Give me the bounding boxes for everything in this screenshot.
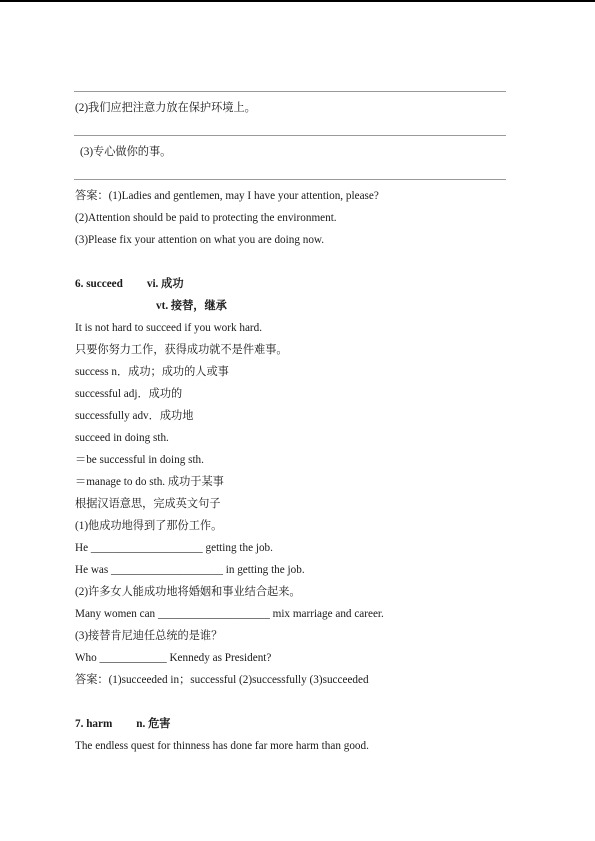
phrase: ＝manage to do sth. 成功于某事 (75, 476, 224, 488)
word-form: success n．成功；成功的人或事 (75, 366, 229, 378)
fill-in-sentence: He was ____________________ in getting the job. (75, 564, 305, 576)
example-sentence: It is not hard to succeed if you work hard. (75, 322, 263, 334)
word-form: successfully adv．成功地 (75, 410, 194, 422)
answer-blank-line-3 (74, 179, 506, 180)
headword: 6. succeed (75, 278, 123, 290)
headword: 7. harm (75, 718, 113, 730)
exercise-question: (1)他成功地得到了那份工作。 (75, 520, 223, 532)
answer-line: 答案：(1)succeeded in；successful (2)successfully (3)succeeded (75, 674, 369, 686)
fill-in-sentence: Who ____________ Kennedy as President? (75, 652, 272, 664)
answer-line: (2)Attention should be paid to protecting the environment. (75, 212, 337, 224)
phrase: ＝be successful in doing sth. (75, 454, 204, 466)
exercise-question-2: (2)我们应把注意力放在保护环境上。 (75, 102, 256, 114)
sense: vi. 成功 (146, 278, 184, 290)
example-sentence: The endless quest for thinness has done far more harm than good. (75, 740, 369, 752)
exercise-question: (3)接替肯尼迪任总统的是谁？ (75, 630, 223, 642)
page-top-border (0, 0, 595, 2)
word-form: successful adj．成功的 (75, 388, 183, 400)
exercise-instruction: 根据汉语意思，完成英文句子 (75, 498, 221, 510)
entry-sense-2: vt. 接替，继承 (156, 300, 227, 312)
answer-line: 答案：(1)Ladies and gentlemen, may I have your attention, please? (75, 190, 379, 202)
exercise-question-3: (3)专心做你的事。 (80, 146, 172, 158)
answer-line: (3)Please fix your attention on what you are doing now. (75, 234, 325, 246)
sense: n. 危害 (136, 718, 171, 730)
example-translation: 只要你努力工作，获得成功就不是件难事。 (75, 344, 288, 356)
answer-blank-line-1 (74, 91, 506, 92)
fill-in-sentence: He ____________________ getting the job. (75, 542, 273, 554)
answer-blank-line-2 (74, 135, 506, 136)
entry-heading (75, 277, 184, 291)
fill-in-sentence: Many women can ____________________ mix marriage and career. (75, 608, 384, 620)
phrase: succeed in doing sth. (75, 432, 169, 444)
entry-heading (75, 717, 171, 731)
exercise-question: (2)许多女人能成功地将婚姻和事业结合起来。 (75, 586, 301, 598)
